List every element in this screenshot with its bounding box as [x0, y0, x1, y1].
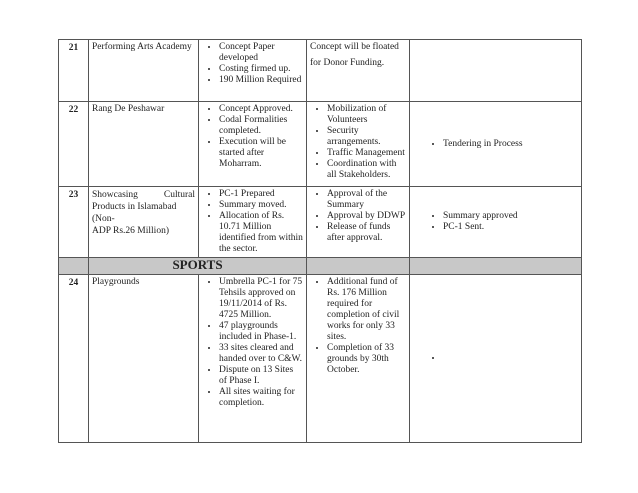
action-cell — [410, 40, 582, 102]
list-item: • Summary approved — [443, 211, 578, 222]
list-item: • Coordination with all Stakeholders. — [327, 159, 406, 181]
list-item: • 33 sites cleared and handed over to C&W. — [219, 343, 303, 365]
status-list — [199, 275, 307, 443]
list-item: • PC-1 Prepared — [219, 189, 303, 200]
list-item: • Concept Approved. — [219, 104, 303, 115]
list-item: • Additional fund of Rs. 176 Million required for completion of civil works for only 33 sites. — [327, 277, 406, 343]
project-title: Playgrounds — [89, 275, 199, 443]
row-number: 21 — [59, 40, 89, 102]
list-item: • Dispute on 13 Sites of Phase I. — [219, 365, 303, 387]
list-item: • Release of funds after approval. — [327, 222, 406, 244]
remarks-list — [307, 187, 410, 258]
list-item: • Approval of the Summary — [327, 189, 406, 211]
table-row — [59, 275, 582, 443]
row-number: 24 — [59, 275, 89, 443]
row-number: 22 — [59, 102, 89, 187]
list-item: • 47 playgrounds included in Phase-1. — [219, 321, 303, 343]
list-item — [443, 353, 578, 364]
list-item: • Tendering in Process — [443, 139, 578, 150]
section-heading: SPORTS — [89, 258, 307, 275]
list-item: • Execution will be started after Moharram. — [219, 137, 303, 170]
list-item: • All sites waiting for completion. — [219, 387, 303, 409]
table-row — [59, 102, 582, 187]
action-cell — [410, 275, 582, 443]
status-list — [199, 187, 307, 258]
status-list — [199, 102, 307, 187]
project-title: Performing Arts Academy — [89, 40, 199, 102]
row-number: 23 — [59, 187, 89, 258]
list-item: • Completion of 33 grounds by 30th October. — [327, 343, 406, 376]
list-item: • Summary moved. — [219, 200, 303, 211]
projects-table — [58, 39, 582, 443]
list-item: • PC-1 Sent. — [443, 222, 578, 233]
project-title: Rang De Peshawar — [89, 102, 199, 187]
remarks-text: Concept will be floated for Donor Funding. — [307, 40, 410, 102]
list-item: • Costing firmed up. — [219, 64, 303, 75]
table-row — [59, 187, 582, 258]
table-row — [59, 40, 582, 102]
list-item: • Allocation of Rs. 10.71 Million identified from within the sector. — [219, 211, 303, 255]
list-item: • 190 Million Required — [219, 75, 303, 86]
list-item: • Codal Formalities completed. — [219, 115, 303, 137]
remarks-list — [307, 102, 410, 187]
action-cell — [410, 102, 582, 187]
list-item: • Security arrangements. — [327, 126, 406, 148]
status-list — [199, 40, 307, 102]
section-heading-row — [59, 258, 582, 275]
list-item: • Umbrella PC-1 for 75 Tehsils approved on 19/11/2014 of Rs. 4725 Million. — [219, 277, 303, 321]
list-item: • Concept Paper developed — [219, 42, 303, 64]
list-item: • Mobilization of Volunteers — [327, 104, 406, 126]
action-cell — [410, 187, 582, 258]
remarks-list — [307, 275, 410, 443]
list-item: • Approval by DDWP — [327, 211, 406, 222]
project-title: Showcasing Cultural Products in Islamabad (Non- ADP Rs.26 Million) — [89, 187, 199, 258]
list-item: • Traffic Management — [327, 148, 406, 159]
